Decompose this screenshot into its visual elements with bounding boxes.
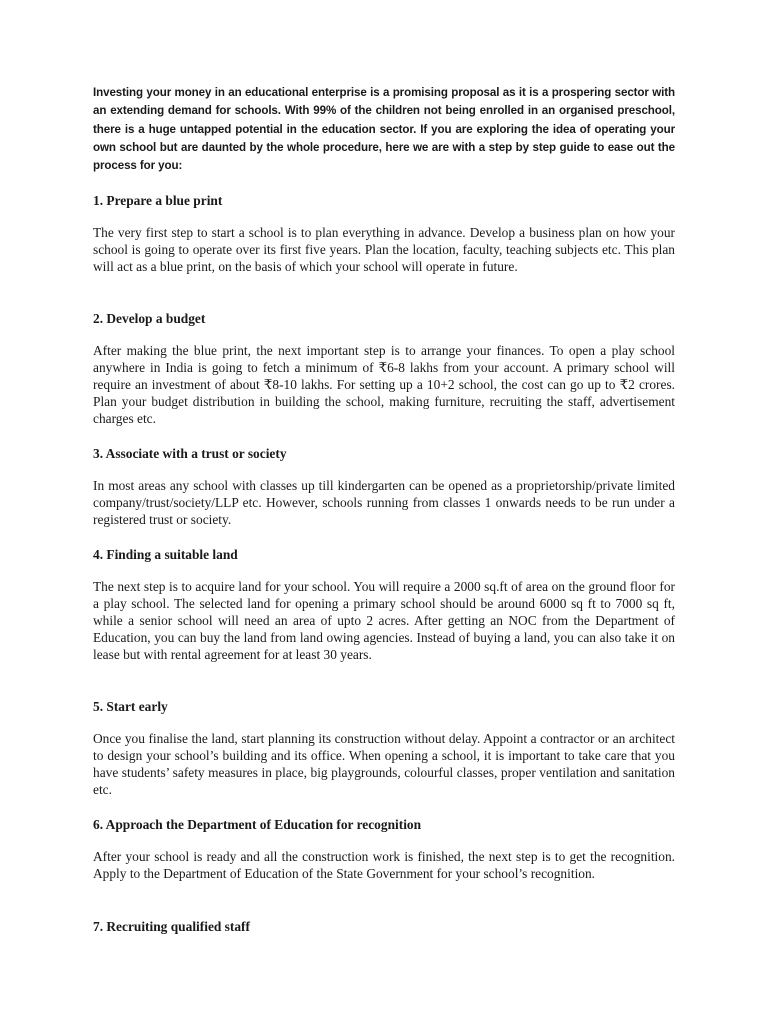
section-7 [93,918,675,935]
section-1 [93,192,675,276]
section-6 [93,816,675,883]
section-body: After making the blue print, the next important step is to arrange your finances. To open a play school anywhere in India is going to fetch a minimum of ₹6-8 lakhs from your account. A primary school will require an investment of about ₹8-10 lakhs. For setting up a 10+2 school, the cost can go up to ₹2 crores. Plan your budget distribution in building the school, making furniture, recruiting the staff, advertisement charges etc. [93,343,675,426]
section-heading: 1. Prepare a blue print [93,193,223,208]
section-heading: 5. Start early [93,699,168,714]
section-body: Once you finalise the land, start planning its construction without delay. Appoint a contractor or an architect to design your school’s building and its office. When opening a school, it is important to take care that you have students’ safety measures in place, big playgrounds, colourful classes, proper ventilation and sanitation etc. [93,731,675,797]
section-4 [93,546,675,664]
section-heading: 7. Recruiting qualified staff [93,919,250,934]
document-page [93,84,675,934]
section-body: After your school is ready and all the construction work is finished, the next step is to get the recognition. Apply to the Department of Education of the State Government for your school’s recognition. [93,849,675,881]
section-5 [93,698,675,799]
section-body: The next step is to acquire land for your school. You will require a 2000 sq.ft of area on the ground floor for a play school. The selected land for opening a primary school should be around 6000 sq ft to 7000 sq ft, while a senior school will need an area of upto 2 acres. After getting an NOC from the Department of Education, you can buy the land from land owing agencies. Instead of buying a land, you can also take it on lease but with rental agreement for at least 30 years. [93,579,675,662]
section-heading: 3. Associate with a trust or society [93,446,287,461]
section-heading: 6. Approach the Department of Education for recognition [93,817,422,832]
section-3 [93,445,675,529]
section-heading: 2. Develop a budget [93,311,206,326]
section-body: In most areas any school with classes up till kindergarten can be opened as a proprietorship/private limited company/trust/society/LLP etc. However, schools running from classes 1 onwards needs to be run under a registered trust or society. [93,478,675,527]
intro-paragraph: Investing your money in an educational enterprise is a promising proposal as it is a prospering sector with an extending demand for schools. With 99% of the children not being enrolled in an organised preschool, there is a huge untapped potential in the education sector. If you are exploring the idea of operating your own school but are daunted by the whole procedure, here we are with a step by step guide to ease out the process for you: [93,86,675,173]
section-2 [93,310,675,428]
section-body: The very first step to start a school is to plan everything in advance. Develop a business plan on how your school is going to operate over its first five years. Plan the location, faculty, teaching subjects etc. This plan will act as a blue print, on the basis of which your school will operate in future. [93,225,675,274]
section-heading: 4. Finding a suitable land [93,547,238,562]
